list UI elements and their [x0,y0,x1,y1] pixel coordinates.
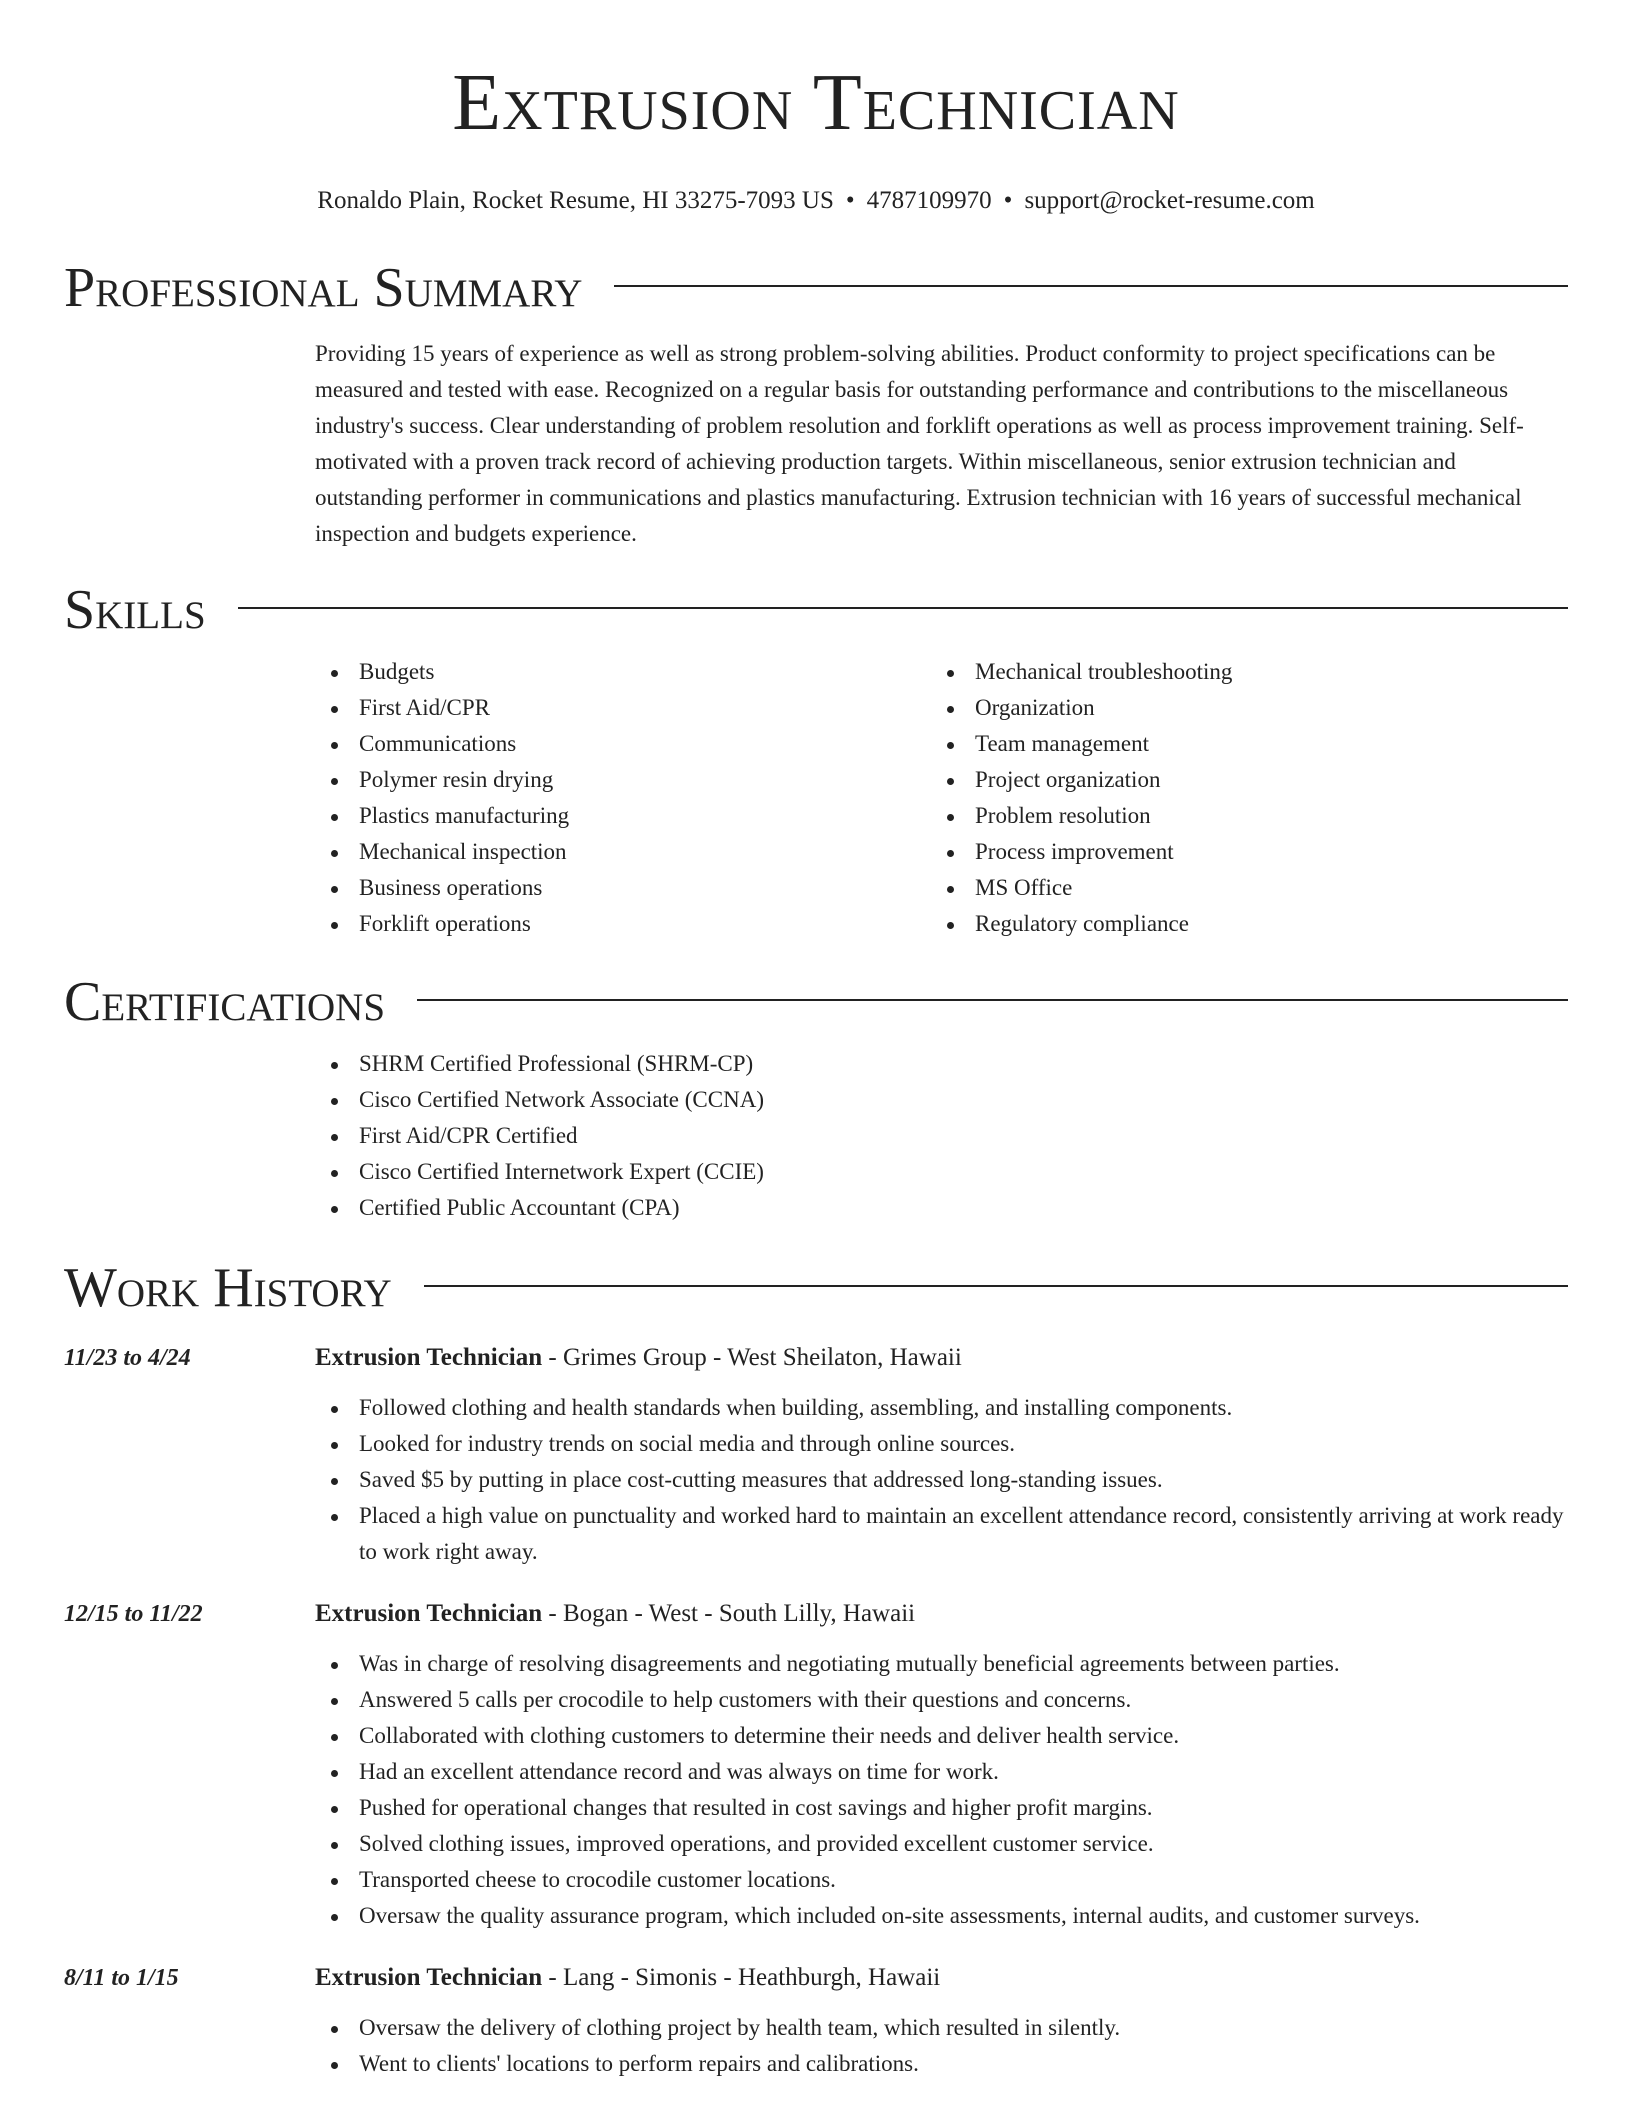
certification-item: Cisco Certified Network Associate (CCNA) [315,1082,1568,1118]
skill-item: Polymer resin drying [315,762,931,798]
skill-item: Mechanical troubleshooting [931,654,1547,690]
job-employer-location: - Lang - Simonis - Heathburgh, Hawaii [542,1964,941,1991]
resume-page [64,0,1568,2082]
section-divider [614,285,1568,287]
certification-item: Cisco Certified Internetwork Expert (CCIE) [315,1154,1568,1190]
job-content [315,1596,1568,1934]
job-bullet: Collaborated with clothing customers to determine their needs and deliver health service. [315,1718,1568,1754]
job-employer-location: - Grimes Group - West Sheilaton, Hawaii [542,1344,962,1371]
certification-item: Certified Public Accountant (CPA) [315,1190,1568,1226]
summary-section-header [64,258,1568,318]
job-content [315,1340,1568,1570]
skill-item: First Aid/CPR [315,690,931,726]
job-bullet: Looked for industry trends on social media and through online sources. [315,1426,1568,1462]
job-bullet: Saved $5 by putting in place cost-cutting measures that addressed long-standing issues. [315,1462,1568,1498]
job-heading [315,1960,1568,1996]
skill-item: Project organization [931,762,1547,798]
job-bullet: Oversaw the quality assurance program, which included on-site assessments, internal audits, and customer surveys. [315,1898,1568,1934]
skills-column-left [315,654,931,942]
candidate-name: Extrusion Technician [452,59,1180,147]
skill-item: Team management [931,726,1547,762]
skill-item: Organization [931,690,1547,726]
job-responsibilities [315,1646,1568,1934]
job-responsibilities [315,1390,1568,1570]
job-bullet: Answered 5 calls per crocodile to help customers with their questions and concerns. [315,1682,1568,1718]
contact-phone: 4787109970 [866,187,992,214]
section-divider [238,607,1568,609]
section-divider [417,999,1568,1001]
job-employer-location: - Bogan - West - South Lilly, Hawaii [542,1600,916,1627]
skill-item: Forklift operations [315,906,931,942]
job-bullet: Transported cheese to crocodile customer locations. [315,1862,1568,1898]
job-bullet: Went to clients' locations to perform repairs and calibrations. [315,2046,1568,2082]
job-bullet: Pushed for operational changes that resulted in cost savings and higher profit margins. [315,1790,1568,1826]
work-history-section-title: Work History [64,1257,392,1319]
contact-line [64,186,1568,216]
job-bullet: Placed a high value on punctuality and worked hard to maintain an excellent attendance record, consistently arriving at work ready to work right away. [315,1498,1568,1570]
job-title: Extrusion Technician [315,1600,543,1627]
job-entry [64,1960,1568,2082]
certifications-section-header [64,972,1568,1032]
skill-item: MS Office [931,870,1547,906]
skill-item: Process improvement [931,834,1547,870]
job-bullet: Was in charge of resolving disagreements and negotiating mutually beneficial agreements between parties. [315,1646,1568,1682]
job-heading [315,1596,1568,1632]
job-responsibilities [315,2010,1568,2082]
skill-item: Business operations [315,870,931,906]
skill-item: Mechanical inspection [315,834,931,870]
skills-section-header [64,580,1568,640]
job-bullet: Had an excellent attendance record and was always on time for work. [315,1754,1568,1790]
contact-email: support@rocket-resume.com [1024,187,1315,214]
skill-item: Communications [315,726,931,762]
skill-item: Regulatory compliance [931,906,1547,942]
work-history-list [64,1340,1568,2082]
job-dates: 12/15 to 11/22 [64,1601,203,1627]
skill-item: Budgets [315,654,931,690]
summary-section-title: Professional Summary [64,257,583,319]
certifications-items [315,1046,1568,1226]
certifications-section-title: Certifications [64,971,386,1033]
skill-item: Plastics manufacturing [315,798,931,834]
skill-item: Problem resolution [931,798,1547,834]
job-bullet: Oversaw the delivery of clothing project by health team, which resulted in silently. [315,2010,1568,2046]
contact-separator: • [845,187,855,214]
job-entry [64,1596,1568,1934]
skills-column-right [931,654,1547,942]
job-content [315,1960,1568,2082]
job-title: Extrusion Technician [315,1344,543,1371]
certification-item: First Aid/CPR Certified [315,1118,1568,1154]
job-bullet: Solved clothing issues, improved operations, and provided excellent customer service. [315,1826,1568,1862]
section-divider [424,1285,1568,1287]
contact-separator: • [1003,187,1013,214]
skills-section-title: Skills [64,579,206,641]
job-bullet: Followed clothing and health standards when building, assembling, and installing components. [315,1390,1568,1426]
job-dates: 8/11 to 1/15 [64,1965,179,1991]
job-entry [64,1340,1568,1570]
summary-text: Providing 15 years of experience as well as strong problem-solving abilities. Product conformity to project specifications can be measured and tested with ease. Recognized on a regular basis for outstanding performance and contributions to the miscellaneous industry's success. Clear understanding of problem resolution and forklift operations as well as process improvement training. Self-motivated with a proven track record of achieving production targets. Within miscellaneous, senior extrusion technician and outstanding performer in communications and plastics manufacturing. Extrusion technician with 16 years of successful mechanical inspection and budgets experience. [315,341,1524,546]
job-dates: 11/23 to 4/24 [64,1345,191,1371]
contact-address: Ronaldo Plain, Rocket Resume, HI 33275-7093 US [317,187,834,214]
certification-item: SHRM Certified Professional (SHRM-CP) [315,1046,1568,1082]
skills-list [315,654,1568,942]
certifications-list [315,1046,1568,1226]
work-history-section-header [64,1258,1568,1318]
job-heading [315,1340,1568,1376]
job-title: Extrusion Technician [315,1964,543,1991]
